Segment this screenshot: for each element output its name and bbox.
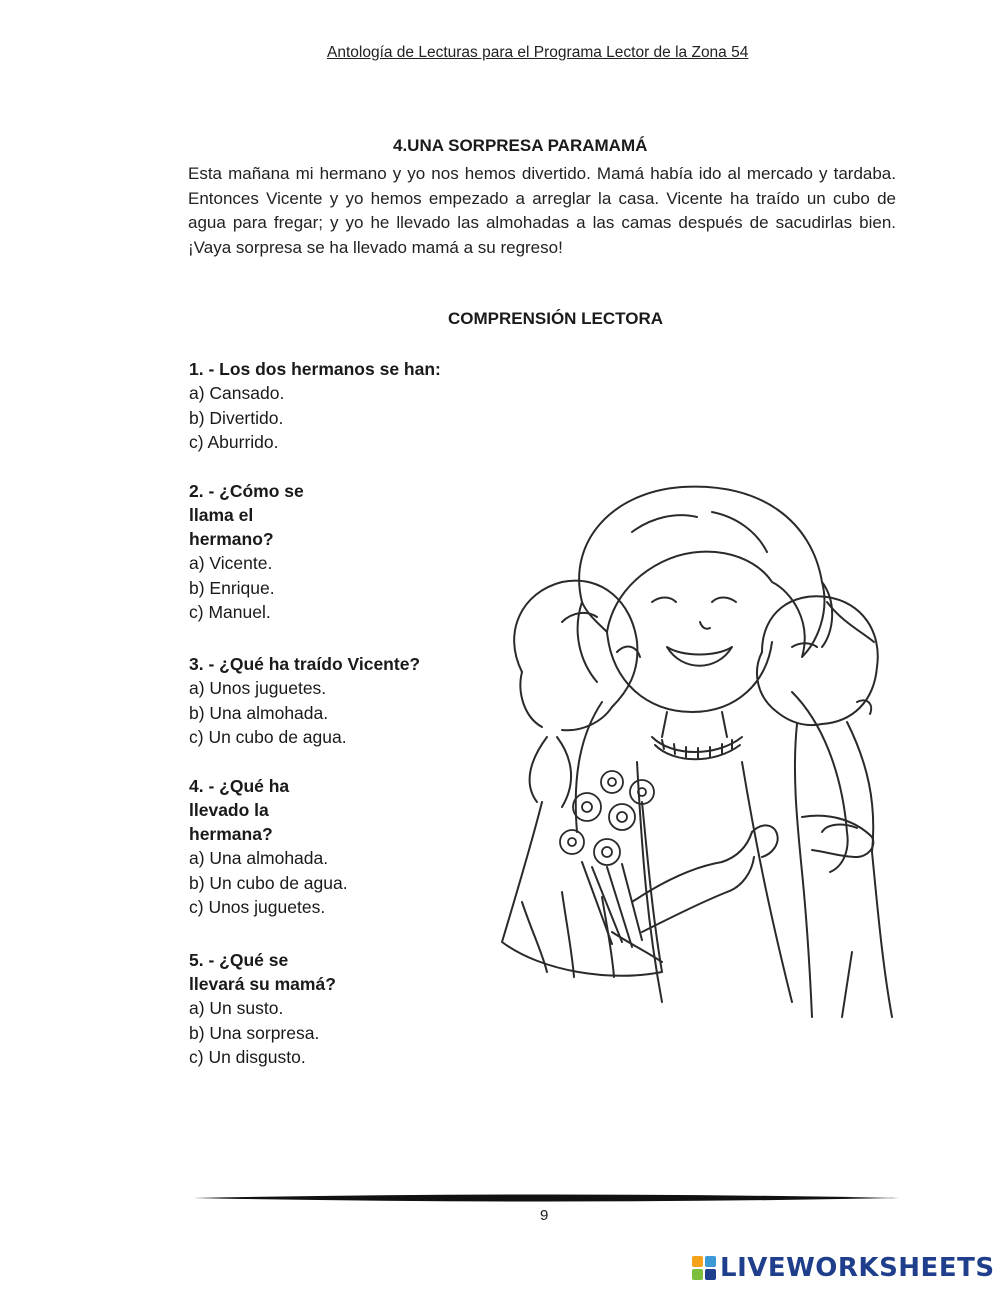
option-a[interactable]: a) Un susto. [189, 998, 284, 1018]
question-text: 5. - ¿Qué se llevará su mamá? [189, 950, 336, 994]
question-text: 4. - ¿Qué ha llevado la hermana? [189, 776, 290, 844]
comprehension-title: COMPRENSIÓN LECTORA [448, 309, 664, 328]
question-4 [189, 774, 348, 920]
option-b[interactable]: b) Divertido. [189, 407, 284, 428]
question-text: 3. - ¿Qué ha traído Vicente? [189, 654, 421, 674]
brand-name: LIVEWORKSHEETS [720, 1253, 995, 1283]
page-number: 9 [540, 1207, 549, 1224]
option-c[interactable]: c) Unos juguetes. [189, 897, 326, 917]
page-header-title: Antología de Lecturas para el Programa Lector de la Zona 54 [327, 44, 749, 61]
answer-options [189, 381, 441, 455]
answer-options [189, 551, 339, 625]
story-title: 4.UNA SORPRESA PARAMAMÁ [393, 136, 648, 155]
liveworksheets-logo-icon [692, 1256, 716, 1280]
question-text: 2. - ¿Cómo se llama el hermano? [189, 481, 304, 549]
question-1 [189, 357, 441, 455]
option-a[interactable]: a) Cansado. [189, 383, 285, 403]
question-text: 1. - Los dos hermanos se han: [189, 359, 441, 379]
story-text: Esta mañana mi hermano y yo nos hemos divertido. Mamá había ido al mercado y tardaba. Entonces Vicente y yo hemos empezado a arreglar la casa. Vicente ha traído un cubo de agua para fregar; y yo he llevado las almohadas a las camas después de sacudirlas bien. ¡Vaya sorpresa se ha llevado mamá a su regreso! [188, 164, 896, 257]
option-b[interactable]: b) Un cubo de agua. [189, 872, 348, 893]
question-5 [189, 948, 339, 1070]
answer-options [189, 676, 420, 750]
option-c[interactable]: c) Un cubo de agua. [189, 727, 347, 747]
option-b[interactable]: b) Una sorpresa. [189, 1022, 320, 1043]
liveworksheets-brand[interactable] [692, 1253, 995, 1283]
option-a[interactable]: a) Unos juguetes. [189, 678, 327, 698]
option-b[interactable]: b) Una almohada. [189, 702, 329, 723]
option-a[interactable]: a) Vicente. [189, 553, 273, 573]
option-b[interactable]: b) Enrique. [189, 577, 275, 598]
footer-divider [193, 1192, 899, 1204]
option-c[interactable]: c) Manuel. [189, 602, 271, 622]
answer-options [189, 846, 348, 920]
question-3 [189, 652, 420, 750]
option-a[interactable]: a) Una almohada. [189, 848, 329, 868]
option-c[interactable]: c) Aburrido. [189, 432, 279, 452]
question-2 [189, 479, 339, 625]
mother-children-illustration [462, 472, 914, 1024]
option-c[interactable]: c) Un disgusto. [189, 1047, 306, 1067]
answer-options [189, 996, 339, 1070]
